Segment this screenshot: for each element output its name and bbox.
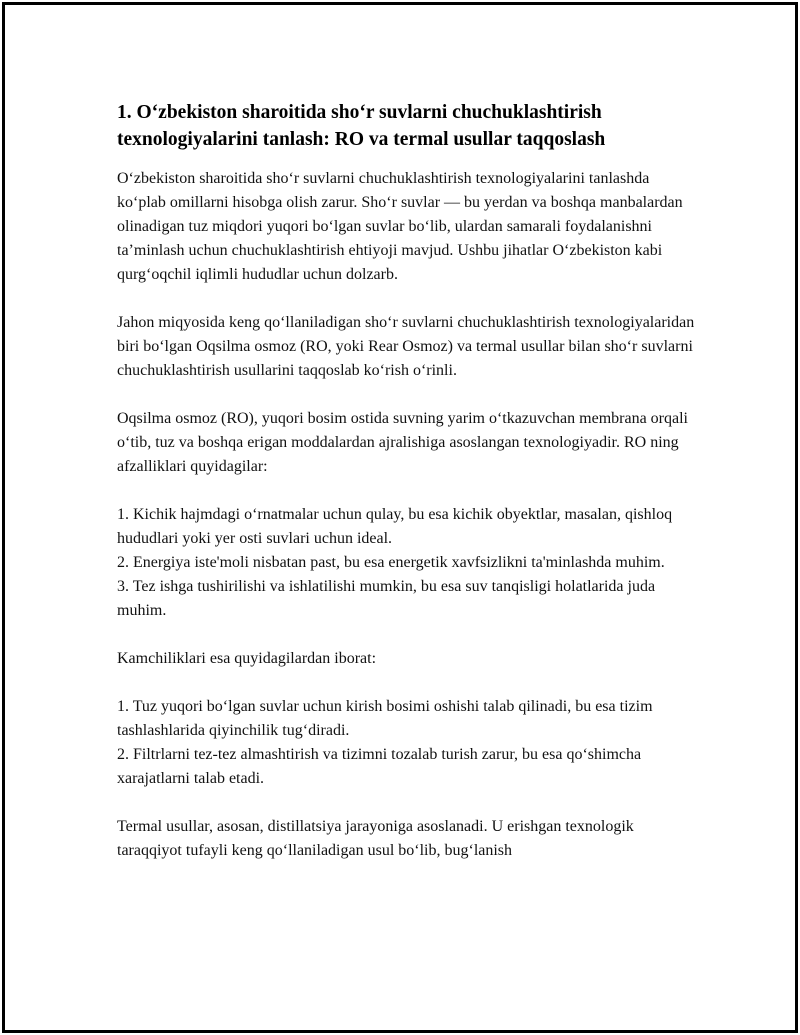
list-item: 1. Kichik hajmdagi o‘rnatmalar uchun qulay, bu esa kichik obyektlar, masalan, qishloq hududlari yoki yer osti suvlari uchun ideal.	[117, 506, 673, 547]
disadvantages-list	[117, 695, 697, 791]
paragraph-ro-description: Oqsilma osmoz (RO), yuqori bosim ostida suvning yarim o‘tkazuvchan membrana orqali o‘tib, tuz va boshqa erigan moddalardan ajralishiga asoslangan texnologiyadir. RO ning afzalliklari quyidagilar:	[117, 410, 688, 475]
section-heading: 1. O‘zbekiston sharoitida sho‘r suvlarni chuchuklashtirish texnologiyalarini tanlash: RO va termal usullar taqqoslash	[117, 102, 606, 150]
list-item: 2. Energiya iste'moli nisbatan past, bu esa energetik xavfsizlikni ta'minlashda muhim.	[117, 554, 665, 571]
document-body	[117, 99, 697, 887]
paragraph-disadvantages-intro: Kamchiliklari esa quyidagilardan iborat:	[117, 650, 377, 667]
paragraph-comparison: Jahon miqyosida keng qo‘llaniladigan sho‘r suvlarni chuchuklashtirish texnologiyalaridan biri bo‘lgan Oqsilma osmoz (RO, yoki Rear Osmoz) va termal usullar bilan sho‘r suvlarni chuchuklashtirish usullarini taqqoslab ko‘rish o‘rinli.	[117, 314, 695, 379]
list-item: 1. Tuz yuqori bo‘lgan suvlar uchun kirish bosimi oshishi talab qilinadi, bu esa tizim tashlashlarida qiyinchilik tug‘diradi.	[117, 698, 653, 739]
paragraph-thermal: Termal usullar, asosan, distillatsiya jarayoniga asoslanadi. U erishgan texnologik taraqqiyot tufayli keng qo‘llaniladigan usul bo‘lib, bug‘lanish	[117, 818, 634, 859]
list-item: 2. Filtrlarni tez-tez almashtirish va tizimni tozalab turish zarur, bu esa qo‘shimcha xarajatlarni talab etadi.	[117, 746, 642, 787]
advantages-list	[117, 503, 697, 623]
page-frame	[2, 2, 798, 1033]
list-item: 3. Tez ishga tushirilishi va ishlatilishi mumkin, bu esa suv tanqisligi holatlarida juda muhim.	[117, 578, 656, 619]
paragraph-intro: O‘zbekiston sharoitida sho‘r suvlarni chuchuklashtirish texnologiyalarini tanlashda ko‘plab omillarni hisobga olish zarur. Sho‘r suvlar — bu yerdan va boshqa manbalardan olinadigan tuz miqdori yuqori bo‘lgan suvlar bo‘lib, ulardan samarali foydalanishni ta’minlash uchun chuchuklashtirish ehtiyoji mavjud. Ushbu jihatlar O‘zbekiston kabi qurg‘oqchil iqlimli hududlar uchun dolzarb.	[117, 170, 683, 283]
